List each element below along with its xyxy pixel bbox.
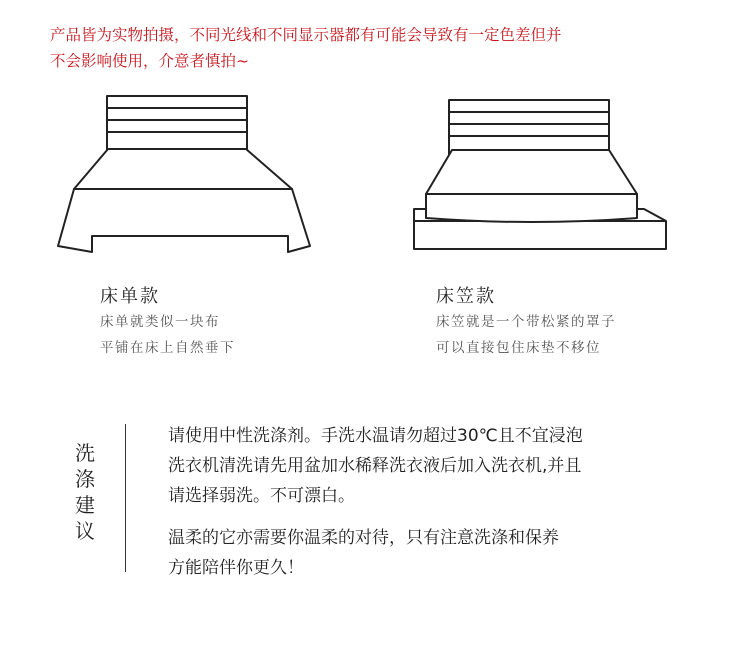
fitted-sheet-bed-icon — [404, 94, 669, 264]
notice-line-1: 产品皆为实物拍摄，不同光线和不同显示器都有可能会导致有一定色差但并 — [50, 26, 562, 44]
washing-advice-text — [168, 421, 583, 583]
care-line-1: 请使用中性洗涤剂。手洗水温请勿超过30℃且不宜浸泡 — [168, 426, 583, 446]
care-label-char: 涤 — [75, 467, 95, 491]
fitted-sheet-description — [436, 309, 616, 361]
washing-advice-label — [72, 440, 98, 544]
flat-sheet-desc-line-2: 平铺在床上自然垂下 — [100, 340, 235, 356]
vertical-divider — [125, 424, 126, 572]
care-label-char: 议 — [75, 519, 95, 543]
fitted-sheet-title: 床笠款 — [436, 286, 496, 307]
care-line-3: 请选择弱洗。不可漂白。 — [168, 486, 355, 506]
color-difference-notice — [50, 22, 710, 74]
care-label-char: 洗 — [75, 441, 95, 465]
notice-line-2: 不会影响使用，介意者慎拍~ — [50, 52, 249, 70]
care-label-char: 建 — [75, 493, 95, 517]
flat-sheet-title: 床单款 — [100, 286, 160, 307]
care-line-5: 方能陪伴你更久！ — [168, 558, 304, 578]
fitted-sheet-desc-line-2: 可以直接包住床垫不移位 — [436, 340, 601, 356]
flat-sheet-bed-icon — [52, 94, 317, 264]
flat-sheet-desc-line-1: 床单就类似一块布 — [100, 314, 220, 330]
flat-sheet-description — [100, 309, 235, 361]
care-line-2: 洗衣机清洗请先用盆加水稀释洗衣液后加入洗衣机,并且 — [168, 456, 582, 476]
care-line-4: 温柔的它亦需要你温柔的对待，只有注意洗涤和保养 — [168, 528, 559, 548]
fitted-sheet-desc-line-1: 床笠就是一个带松紧的罩子 — [436, 314, 616, 330]
